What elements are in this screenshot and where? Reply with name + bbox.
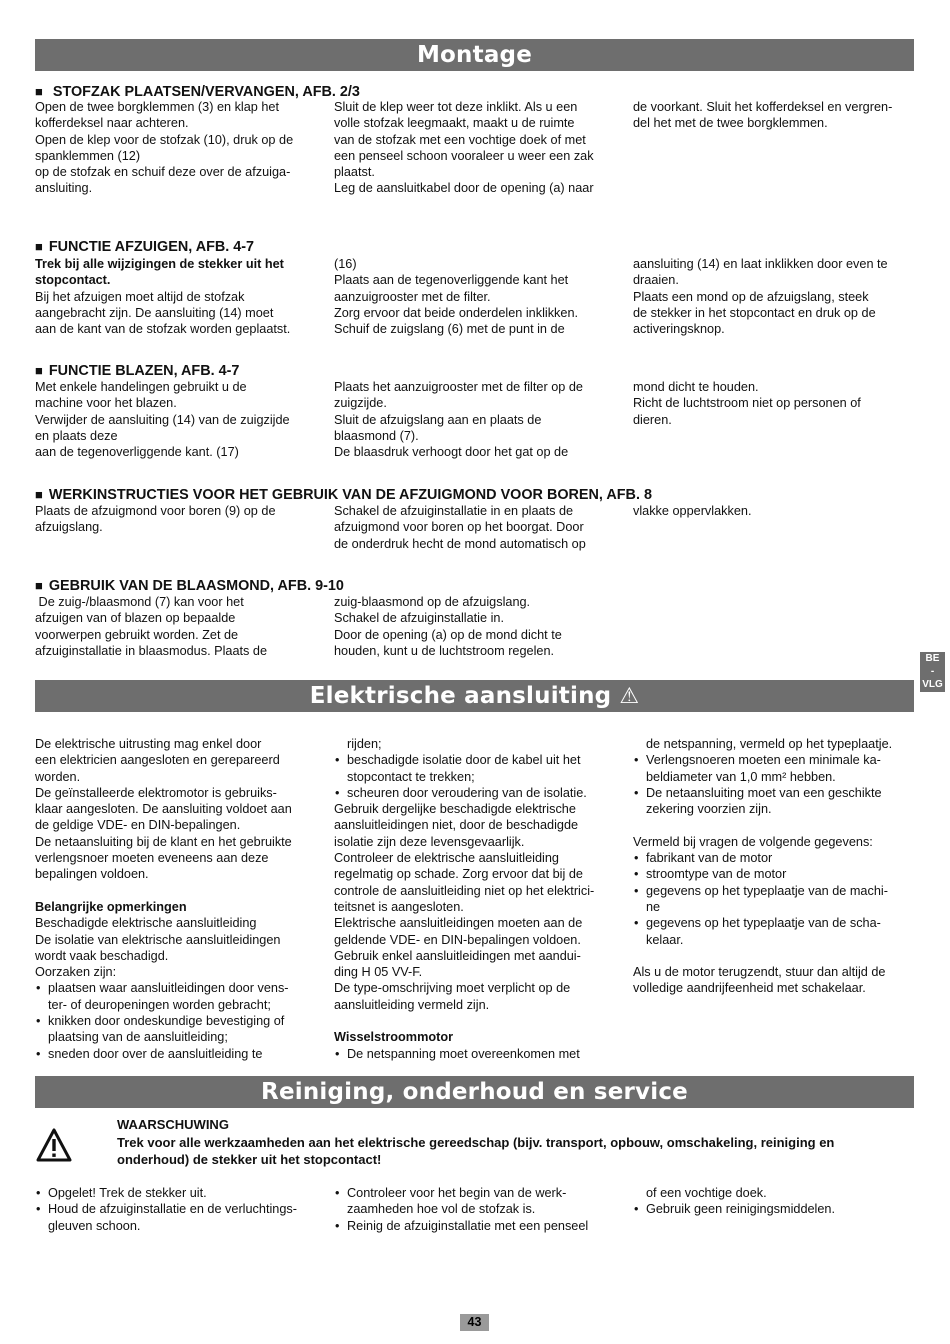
elektrisch-col2-cont: rijden; (347, 737, 382, 751)
elektrisch-col3-cont: de netspanning, vermeld op het typeplaatje. (646, 737, 893, 751)
list-item-line: • gegevens op het typeplaatje van de scha- (646, 916, 881, 931)
text-line: bepalingen voldoen. (35, 867, 149, 882)
list-item (633, 850, 917, 866)
text-line: teitsnet is aangesloten. (334, 899, 464, 914)
text-line: activeringsknop. (633, 322, 725, 337)
elektrisch-col3-bullets (633, 752, 917, 817)
text-line: afzuigmond voor boren op het boorgat. Door (334, 520, 584, 535)
text-line: blaasmond (7). (334, 428, 419, 443)
list-item (334, 752, 618, 785)
text-line: Richt de luchtstroom niet op personen of (633, 396, 861, 411)
list-item-line: • Gebruik geen reinigingsmiddelen. (646, 1202, 836, 1217)
heading-blaasmond: ■ GEBRUIK VAN DE BLAASMOND, AFB. 9-10 (35, 578, 344, 594)
list-item-line: • Reinig de afzuiginstallatie met een penseel (347, 1218, 589, 1233)
page-number: 43 (460, 1314, 489, 1331)
blaasmond-col2 (334, 594, 618, 659)
text-line: Bij het afzuigen moet altijd de stofzak (35, 289, 245, 304)
list-item-line: • plaatsen waar aansluitleidingen door vens- (48, 981, 289, 996)
text-line: zuigzijde. (334, 396, 387, 411)
text-line: Plaats aan de tegenoverliggende kant het (334, 273, 569, 288)
reiniging-col3 (633, 1185, 917, 1218)
text-line: De geïnstalleerde elektromotor is gebruiks- (35, 785, 277, 800)
list-item (334, 1185, 618, 1218)
text-line: Sluit de afzuigslang aan en plaats de (334, 412, 542, 427)
text-line: volledige aandrijfeenheid met schakelaar. (633, 981, 866, 996)
heading-werkinstructies: ■ WERKINSTRUCTIES VOOR HET GEBRUIK VAN DE AFZUIGMOND VOOR BOREN, AFB. 8 (35, 487, 652, 503)
list-item-line: • Controleer voor het begin van de werk- (347, 1186, 567, 1200)
werkinstructies-col2 (334, 503, 618, 552)
text-line: zuig-blaasmond op de afzuigslang. (334, 595, 531, 609)
text-line: (16) (334, 257, 357, 271)
list-item-line: • knikken door ondeskundige bevestiging of (48, 1014, 285, 1029)
warning-triangle-icon (36, 1128, 72, 1162)
reiniging-col2 (334, 1185, 618, 1234)
text-line: Plaats het aanzuigrooster met de filter op de (334, 380, 583, 394)
text-line: de stekker in het stopcontact en druk op de (633, 305, 876, 320)
blazen-col3 (633, 379, 917, 428)
text-line: De netaansluiting bij de klant en het gebruikte (35, 834, 292, 849)
elektrisch-intro (35, 736, 319, 883)
text-line: volle stofzak leegmaakt, maakt u de ruimte (334, 116, 575, 131)
text-line: Oorzaken zijn: (35, 965, 117, 980)
text-line: afzuiginstallatie in blaasmodus. Plaats de (35, 643, 268, 658)
list-item-line: plaatsing van de aansluitleiding; (48, 1030, 228, 1045)
afzuigen-col3 (633, 256, 917, 337)
text-line: Elektrische aansluitleidingen moeten aan de (334, 916, 583, 931)
afzuigen-warning-text (35, 256, 319, 289)
elektrisch-col1-body (35, 915, 319, 980)
blazen-col1 (35, 379, 319, 460)
warning-text: Trek voor alle werkzaamheden aan het elektrische gereedschap (bijv. transport, opbouw, omschakeling, reiniging en onderhoud) de stekker uit het stopcontact! (117, 1135, 835, 1167)
list-item-line: • Opgelet! Trek de stekker uit. (48, 1186, 207, 1200)
section-title-reiniging: Reiniging, onderhoud en service (35, 1076, 914, 1108)
text-line: voorwerpen gebruikt worden. Zet de (35, 627, 239, 642)
text-line: del het met de twee borgklemmen. (633, 116, 828, 131)
warning-title: WAARSCHUWING (117, 1117, 229, 1132)
list-item-line: • Houd de afzuiginstallatie en de verluchtings- (48, 1202, 297, 1217)
text-line: aansluitleidingen niet, door de beschadigde (334, 818, 579, 833)
text-line: de voorkant. Sluit het kofferdeksel en vergren- (633, 100, 893, 114)
list-item-line: • beschadigde isolatie door de kabel uit het (347, 753, 581, 768)
afzuigen-col1 (35, 256, 319, 337)
list-item-line: ter- of deuropeningen worden gebracht; (48, 997, 271, 1012)
elektrisch-col1 (35, 736, 319, 1062)
text-line: Verwijder de aansluiting (14) van de zuigzijde (35, 412, 290, 427)
list-item-line: • Verlengsnoeren moeten een minimale ka- (646, 753, 881, 768)
list-item-line: • De netaansluiting moet van een geschikte (646, 785, 882, 800)
text-line: De elektrische uitrusting mag enkel door (35, 737, 262, 751)
text-line: spanklemmen (12) (35, 148, 141, 163)
subheading-belangrijke-opmerkingen: Belangrijke opmerkingen (35, 899, 187, 914)
text-line: Controleer de elektrische aansluitleiding (334, 851, 559, 866)
text-line: een elektricien aangesloten en gerepareerd (35, 753, 280, 768)
text-line: afzuigen van of blazen op bepaalde (35, 611, 236, 626)
section-title-montage: Montage (35, 39, 914, 71)
list-item (35, 1201, 319, 1234)
subheading-wisselstroommotor: Wisselstroommotor (334, 1030, 454, 1045)
text-line: ding H 05 VV-F. (334, 965, 423, 980)
text-line: Open de klep voor de stofzak (10), druk op de (35, 132, 294, 147)
language-tab-line2: - (930, 666, 935, 677)
text-line: de geldige VDE- en DIN-bepalingen. (35, 818, 241, 833)
elektrisch-col2-bullets (334, 752, 618, 801)
list-item (334, 1218, 618, 1234)
text-line: Gebruik dergelijke beschadigde elektrische (334, 802, 576, 817)
text-line: de onderdruk hecht de mond automatisch op (334, 536, 586, 551)
text-line: ansluiting. (35, 181, 93, 196)
stofzak-col3 (633, 99, 917, 132)
stofzak-col2 (334, 99, 618, 197)
werkinstructies-col1 (35, 503, 319, 536)
list-item-line: zekering voorzien zijn. (646, 802, 772, 817)
list-item-line: • De netspanning moet overeenkomen met (347, 1046, 580, 1061)
elektrisch-col2-body (334, 801, 618, 1013)
text-line: Open de twee borgklemmen (3) en klap het (35, 100, 280, 114)
text-line: houden, kunt u de luchtstroom regelen. (334, 643, 555, 658)
list-item-line: • sneden door over de aansluitleiding te (48, 1046, 263, 1061)
list-item (633, 866, 917, 882)
text-line: Leg de aansluitkabel door de opening (a) naar (334, 181, 594, 196)
reiniging-col2-bullets (334, 1185, 618, 1234)
list-item (633, 915, 917, 948)
list-item (35, 1013, 319, 1046)
text-line: afzuigslang. (35, 520, 103, 535)
text-line: en plaats deze (35, 428, 118, 443)
text-line: aan de tegenoverliggende kant. (17) (35, 445, 239, 460)
text-line: Plaats een mond op de afzuigslang, steek (633, 289, 869, 304)
text-line: aan de kant van de stofzak worden geplaatst. (35, 322, 291, 337)
text-line: Zorg ervoor dat beide onderdelen inklikken. (334, 305, 579, 320)
reiniging-col1 (35, 1185, 319, 1234)
text-line: draaien. (633, 273, 679, 288)
text-line: wordt vaak beschadigd. (35, 948, 169, 963)
text-line: vlakke oppervlakken. (633, 504, 752, 518)
text-line: De blaasdruk verhoogt door het gat op de (334, 445, 569, 460)
list-item (633, 883, 917, 916)
reiniging-col1-bullets (35, 1185, 319, 1234)
elektrisch-title-text: Elektrische aansluiting (309, 683, 612, 709)
text-line: Schakel de afzuiginstallatie in en plaats de (334, 504, 574, 518)
text-line: De type-omschrijving moet verplicht op de (334, 981, 571, 996)
text-line: Gebruik enkel aansluitleidingen met aandui- (334, 948, 581, 963)
text-line: een penseel schoon vooraleer u weer een zak (334, 148, 594, 163)
reiniging-col3-cont: of een vochtige doek. (646, 1186, 767, 1200)
text-line: machine voor het blazen. (35, 396, 177, 411)
language-tab-line1: BE (925, 653, 940, 664)
text-line: op de stofzak en schuif deze over de afzuiga- (35, 165, 291, 180)
list-item (633, 752, 917, 785)
heading-stofzak: ■ STOFZAK PLAATSEN/VERVANGEN, AFB. 2/3 (35, 84, 360, 100)
elektrisch-col2-bullets2 (334, 1046, 618, 1062)
list-item (633, 1201, 917, 1217)
text-line: De zuig-/blaasmond (7) kan voor het (35, 595, 244, 609)
language-tab (920, 652, 945, 692)
list-item-line: kelaar. (646, 932, 684, 947)
list-item (334, 785, 618, 801)
elektrisch-col3-footer (633, 964, 917, 997)
text-line: dieren. (633, 412, 672, 427)
text-line: Schakel de afzuiginstallatie in. (334, 611, 504, 626)
list-item-line: zaamheden hoe vol de stofzak is. (347, 1202, 536, 1217)
list-item (35, 980, 319, 1013)
text-line: Beschadigde elektrische aansluitleiding (35, 916, 257, 931)
text-line: controle de aansluitleiding niet op het elektrici- (334, 883, 595, 898)
text-line: aansluiting (14) en laat inklikken door even te (633, 257, 888, 271)
heading-blazen: ■ FUNCTIE BLAZEN, AFB. 4-7 (35, 363, 240, 379)
text-line: verlengsnoer moeten eveneens aan deze (35, 851, 269, 866)
text-line: Met enkele handelingen gebruikt u de (35, 380, 247, 394)
list-item-line: • stroomtype van de motor (646, 867, 787, 882)
text-line: worden. (35, 769, 81, 784)
elektrisch-col3-body: Vermeld bij vragen de volgende gegevens: (633, 834, 873, 849)
text-line: Als u de motor terugzendt, stuur dan altijd de (633, 965, 886, 980)
text-line: Sluit de klep weer tot deze inklikt. Als u een (334, 100, 578, 114)
werkinstructies-col3 (633, 503, 917, 519)
list-item (633, 785, 917, 818)
text-line: Door de opening (a) op de mond dicht te (334, 627, 562, 642)
text-line: mond dicht te houden. (633, 380, 759, 394)
list-item-line: stopcontact te trekken; (347, 769, 475, 784)
elektrisch-col2 (334, 736, 618, 1062)
elektrisch-col3 (633, 736, 917, 997)
list-item (334, 1046, 618, 1062)
text-line: stopcontact. (35, 273, 111, 288)
stofzak-col1 (35, 99, 319, 197)
list-item-line: beldiameter van 1,0 mm² hebben. (646, 769, 836, 784)
text-line: isolatie zijn deze levensgevaarlijk. (334, 834, 525, 849)
section-title-elektrisch (35, 680, 914, 712)
language-tab-line3: VLG (922, 679, 943, 690)
text-line: aangebracht zijn. De aansluiting (14) moet (35, 305, 274, 320)
text-line: De isolatie van elektrische aansluitleidingen (35, 932, 281, 947)
elektrisch-col1-bullets (35, 980, 319, 1061)
heading-afzuigen: ■ FUNCTIE AFZUIGEN, AFB. 4-7 (35, 239, 255, 255)
text-line: klaar aangesloten. De aansluiting voldoet aan (35, 802, 292, 817)
list-item-line: gleuven schoon. (48, 1218, 141, 1233)
afzuigen-col2 (334, 256, 618, 337)
text-line: aansluitleiding vermeld zijn. (334, 997, 490, 1012)
list-item-line: • scheuren door veroudering van de isolatie. (347, 785, 587, 800)
list-item-line: • fabrikant van de motor (646, 851, 773, 866)
text-line: kofferdeksel naar achteren. (35, 116, 189, 131)
text-line: Trek bij alle wijzigingen de stekker uit het (35, 257, 284, 271)
afzuigen-body (35, 289, 319, 338)
elektrisch-col3-bullets2 (633, 850, 917, 948)
text-line: aanzuigrooster met de filter. (334, 289, 491, 304)
text-line: plaatst. (334, 165, 375, 180)
text-line: geldende VDE- en DIN-bepalingen voldoen. (334, 932, 581, 947)
warning-icon: ⚠ (619, 684, 640, 709)
blaasmond-col1 (35, 594, 319, 659)
reiniging-col3-bullets (633, 1201, 917, 1217)
text-line: van de stofzak met een vochtige doek of met (334, 132, 586, 147)
list-item (35, 1046, 319, 1062)
list-item (35, 1185, 319, 1201)
text-line: regelmatig op schade. Zorg ervoor dat bij de (334, 867, 583, 882)
list-item-line: ne (646, 899, 661, 914)
blazen-col2 (334, 379, 618, 460)
text-line: Plaats de afzuigmond voor boren (9) op de (35, 504, 276, 518)
text-line: Schuif de zuigslang (6) met de punt in de (334, 322, 565, 337)
list-item-line: • gegevens op het typeplaatje van de machi- (646, 883, 888, 898)
